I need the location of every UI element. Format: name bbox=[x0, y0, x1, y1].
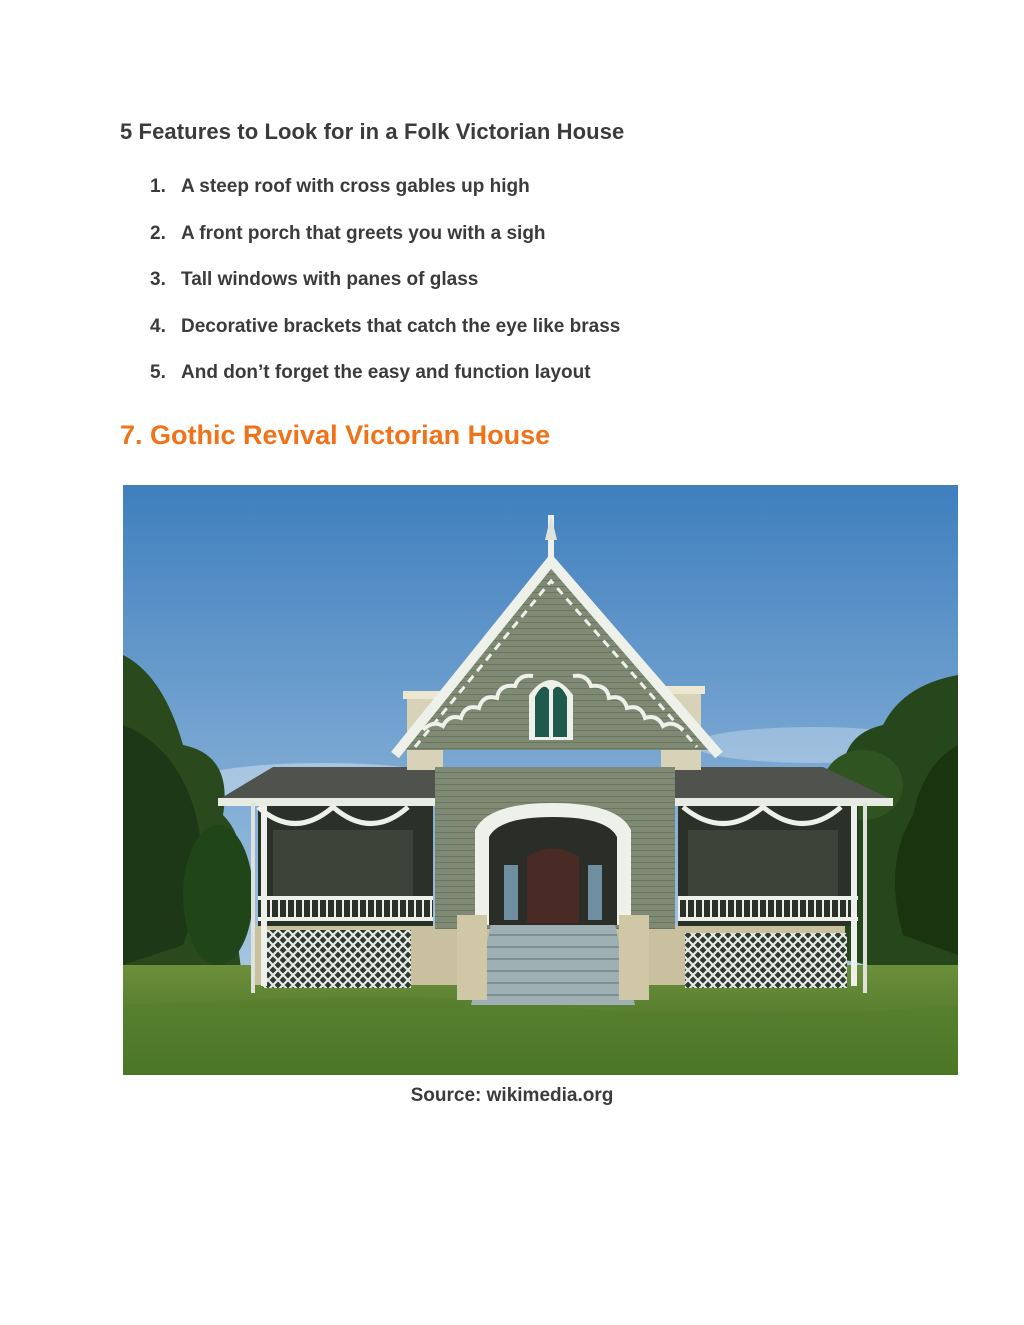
features-list bbox=[150, 176, 620, 409]
front-door bbox=[527, 857, 579, 923]
list-item-number: 5. bbox=[150, 362, 166, 383]
list-item-text: Tall windows with panes of glass bbox=[181, 269, 479, 290]
list-item-number: 3. bbox=[150, 269, 166, 290]
front-steps bbox=[457, 915, 649, 1005]
lattice-right bbox=[685, 933, 847, 988]
list-item-text: Decorative brackets that catch the eye like brass bbox=[181, 315, 621, 337]
list-item bbox=[150, 269, 620, 316]
list-item bbox=[150, 362, 620, 409]
list-item-number: 2. bbox=[150, 222, 166, 244]
house-photo bbox=[123, 485, 958, 1075]
list-item-text: And don’t forget the easy and function layout bbox=[181, 362, 591, 383]
list-item bbox=[150, 176, 620, 223]
folk-victorian-features-heading: 5 Features to Look for in a Folk Victorian House bbox=[120, 119, 625, 144]
list-item-text: A front porch that greets you with a sigh bbox=[181, 222, 546, 244]
section-title: 7. Gothic Revival Victorian House bbox=[120, 420, 551, 450]
list-item-text: A steep roof with cross gables up high bbox=[181, 176, 530, 197]
list-item-number: 4. bbox=[150, 315, 166, 337]
list-item-number: 1. bbox=[150, 176, 166, 197]
house-illustration bbox=[123, 485, 958, 1075]
lattice-left bbox=[263, 930, 411, 988]
image-source-caption: Source: wikimedia.org bbox=[410, 1085, 614, 1106]
list-item bbox=[150, 316, 620, 363]
list-item bbox=[150, 223, 620, 270]
